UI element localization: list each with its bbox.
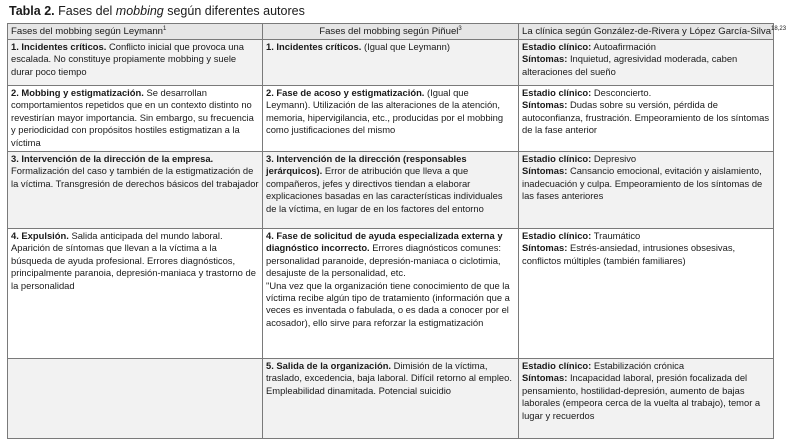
- stage-value: Autoafirmación: [593, 41, 656, 52]
- symptoms-line: [522, 165, 770, 202]
- phase-text: Errores diagnósticos comunes: personalidad paranoide, depresión-maniaca o ciclotimia, desajuste de la personalidad, etc.: [266, 242, 501, 279]
- stage-label: Estadio clínico:: [522, 360, 592, 372]
- header-clinica: [519, 24, 786, 40]
- stage-line: [522, 360, 770, 372]
- symptoms-value: Incapacidad laboral, presión focalizada del pensamiento, hostilidad-depresión, aumento de bajas laborales (empeora cerca de la vuelta al trabajo), temor a lugar y recuerdos: [522, 372, 761, 421]
- stage-label: Estadio clínico:: [522, 230, 592, 242]
- leymann-cell: [8, 40, 263, 86]
- pinuel-cell: [263, 152, 519, 229]
- title-text-after: según diferentes autores: [167, 4, 305, 18]
- stage-line: [522, 230, 770, 242]
- header-leymann: [8, 24, 263, 40]
- symptoms-label: Síntomas:: [522, 372, 568, 384]
- symptoms-value: Estrés-ansiedad, intrusiones obsesivas, conflictos múltiples (también familiares): [522, 242, 736, 266]
- header-row: [8, 24, 774, 40]
- phases-table: [7, 23, 786, 439]
- phase-quote: "Una vez que la organización tiene conocimiento de que la víctima recibe algún tipo de tratamiento (información que a veces es inventada o fabulada, o es dada a conocer por el acosador), ello sirve para reforzar la estigmatización: [266, 279, 510, 328]
- phase-label: 1. Incidentes críticos.: [266, 41, 362, 52]
- symptoms-line: [522, 53, 770, 78]
- phase-label: 2. Mobbing y estigmatización.: [11, 87, 144, 98]
- header-clinica-ref: 18,23: [771, 25, 786, 32]
- title-italic-term: mobbing: [115, 4, 164, 18]
- clinica-cell: [519, 40, 774, 86]
- phase-text: Salida anticipada del mundo laboral. Aparición de síntomas que llevan a la víctima a la búsqueda de ayuda profesional. Errores diagnósticos, principalmente paranoia, depresión-maniaca y trastorno de la personalidad: [11, 230, 256, 291]
- stage-line: [522, 87, 770, 99]
- header-pinuel: [263, 24, 519, 40]
- stage-value: Desconcierto.: [593, 87, 652, 98]
- phase-label: 5. Salida de la organización.: [266, 360, 392, 372]
- symptoms-label: Síntomas:: [522, 53, 568, 65]
- symptoms-line: [522, 99, 770, 136]
- pinuel-cell: [263, 359, 519, 439]
- symptoms-label: Síntomas:: [522, 99, 568, 111]
- phase-label: 3. Intervención de la dirección (responsables jerárquicos).: [266, 153, 467, 177]
- symptoms-value: Dudas sobre su versión, pérdida de autoconfianza, frustración. Empeoramiento de los síntomas de la fase anterior: [522, 99, 770, 136]
- symptoms-value: Cansancio emocional, evitación y aislamiento, inadecuación y culpa. Empeoramiento de los síntomas de las fases anteriores: [522, 165, 763, 202]
- clinica-cell: [519, 359, 774, 439]
- leymann-cell: [8, 152, 263, 229]
- phase-label: 4. Expulsión.: [11, 230, 69, 242]
- stage-value: Estabilización crónica: [593, 360, 685, 372]
- phase-label: 2. Fase de acoso y estigmatización.: [266, 87, 425, 98]
- header-pinuel-label: Fases del mobbing según Piñuel: [319, 25, 459, 37]
- symptoms-label: Síntomas:: [522, 242, 568, 254]
- table-row: [8, 229, 774, 359]
- clinica-cell: [519, 229, 774, 359]
- phase-text: Se desarrollan comportamientos repetidos que en un contexto distinto no revestirían mayor importancia. Sin embargo, su frecuencia y periodicidad con propósitos hostiles estigmatizan a la víctima: [11, 87, 254, 148]
- clinica-cell: [519, 86, 774, 152]
- table-row: [8, 40, 774, 86]
- table-title: [9, 3, 305, 19]
- table-number: Tabla 2.: [9, 4, 55, 18]
- stage-line: [522, 41, 770, 53]
- phase-text: (Igual que Leymann). Utilización de las alteraciones de la atención, memoria, hipervigilancia, etc., producidas por el mobbing como justificaciones del mismo: [266, 87, 504, 136]
- stage-label: Estadio clínico:: [522, 87, 592, 98]
- phase-text: Error de atribución que lleva a que compañeros, jefes y directivos tiendan a elaborar explicaciones basadas en las características individuales de la víctima, en lugar de en los factores del entorno: [266, 165, 503, 214]
- header-leymann-ref: 1: [163, 25, 167, 32]
- stage-label: Estadio clínico:: [522, 41, 592, 52]
- stage-label: Estadio clínico:: [522, 153, 592, 165]
- table-row: [8, 152, 774, 229]
- table-row: [8, 359, 774, 439]
- symptoms-label: Síntomas:: [522, 165, 568, 177]
- pinuel-cell: [263, 229, 519, 359]
- header-clinica-label: La clínica según González-de-Rivera y López García-Silva: [522, 25, 772, 37]
- phase-text: Conflicto inicial que provoca una escalada. No constituye propiamente mobbing y suele durar poco tiempo: [11, 41, 244, 77]
- leymann-cell-empty: [8, 359, 263, 439]
- pinuel-cell: [263, 86, 519, 152]
- symptoms-line: [522, 242, 770, 267]
- clinica-cell: [519, 152, 774, 229]
- phase-text: Formalización del caso y también de la estigmatización de la víctima. Transgresión de derechos básicos del trabajador: [11, 165, 259, 189]
- stage-value: Depresivo: [593, 153, 637, 165]
- symptoms-value: Inquietud, agresividad moderada, caben alteraciones del sueño: [522, 53, 738, 77]
- header-leymann-label: Fases del mobbing según Leymann: [11, 25, 163, 37]
- pinuel-cell: [263, 40, 519, 86]
- title-text-before: Fases del: [58, 4, 113, 18]
- stage-value: Traumático: [593, 230, 641, 242]
- symptoms-line: [522, 372, 770, 422]
- phase-text: (Igual que Leymann): [363, 41, 450, 52]
- header-pinuel-ref: 3: [458, 25, 462, 32]
- leymann-cell: [8, 229, 263, 359]
- phase-label: 3. Intervención de la dirección de la empresa.: [11, 153, 214, 165]
- phase-text: Dimisión de la víctima, traslado, excedencia, baja laboral. Difícil retorno al empleo. Empleabilidad dinamitada. Potencial suicidio: [266, 360, 512, 396]
- stage-line: [522, 153, 770, 165]
- phase-label: 1. Incidentes críticos.: [11, 41, 107, 52]
- leymann-cell: [8, 86, 263, 152]
- phase-label: 4. Fase de solicitud de ayuda especializada externa y diagnóstico incorrecto.: [266, 230, 503, 254]
- table-row: [8, 86, 774, 152]
